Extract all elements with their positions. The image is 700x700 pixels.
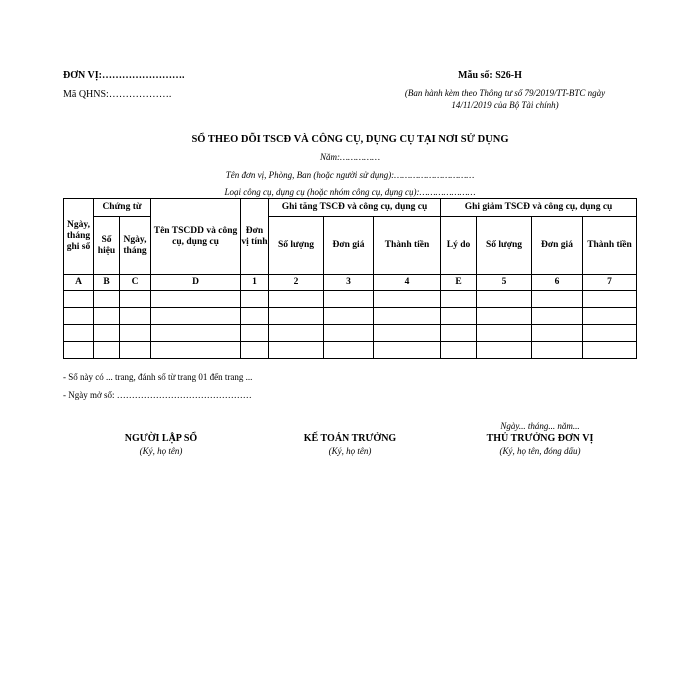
code-cell: 2 [269,275,324,291]
unit-name-line: Tên đơn vị, Phòng, Ban (hoặc người sử dụng):………………………… [225,170,475,180]
group-increase-header: Ghi tăng TSCĐ và công cụ, dụng cụ [269,199,441,217]
ledger-table [63,198,637,359]
code-cell: C [120,275,151,291]
code-cell: A [64,275,94,291]
issued-by-line-1: (Ban hành kèm theo Thông tư số 79/2019/TT-BTC ngày [404,88,606,98]
table-row [64,291,637,308]
unit-label: ĐƠN VỊ:……………………. [63,70,185,81]
inc-qty-header: Số lượng [269,217,324,275]
note-pages: - Sổ này có ... trang, đánh số từ trang 01 đến trang ... [63,372,253,382]
table-row [64,342,637,359]
note-open-date: - Ngày mở sổ: ……………………………………… [63,390,252,400]
accountant-title: KẾ TOÁN TRƯỞNG [303,433,397,444]
group-decrease-header: Ghi giảm TSCĐ và công cụ, dụng cụ [441,199,637,217]
signature-date-line: Ngày... tháng... năm... [500,421,580,431]
table-row [64,308,637,325]
code-cell: 3 [324,275,374,291]
code-cell: 6 [532,275,583,291]
code-cell: 5 [477,275,532,291]
inc-price-header: Đơn giá [324,217,374,275]
col-voucher-header: Chứng từ [94,199,151,217]
preparer-note: (Ký, họ tên) [139,446,183,456]
col-name-header: Tên TSCDD và công cụ, dụng cụ [151,199,241,275]
col-voucher-date-header: Ngày, tháng [120,217,151,275]
year-line: Năm:…………… [319,152,380,162]
dec-price-header: Đơn giá [532,217,583,275]
code-row [64,275,637,291]
head-note: (Ký, họ tên, đóng dấu) [499,446,581,456]
preparer-title: NGƯỜI LẬP SỔ [124,433,198,444]
accountant-note: (Ký, họ tên) [328,446,372,456]
table-row [64,325,637,342]
qhns-label: Mã QHNS:………………. [63,89,172,100]
code-cell: B [94,275,120,291]
code-cell: E [441,275,477,291]
code-cell: 4 [374,275,441,291]
col-date-header: Ngày, tháng ghi sổ [64,199,94,275]
dec-reason-header: Lý do [441,217,477,275]
code-cell: 7 [583,275,637,291]
page-title: SỔ THEO DÕI TSCĐ VÀ CÔNG CỤ, DỤNG CỤ TẠI NƠI SỬ DỤNG [191,134,509,145]
dec-qty-header: Số lượng [477,217,532,275]
inc-amount-header: Thành tiền [374,217,441,275]
code-cell: 1 [241,275,269,291]
dec-amount-header: Thành tiền [583,217,637,275]
form-number: Mẫu số: S26-H [458,70,522,81]
tool-type-line: Loại công cụ, dụng cụ (hoặc nhóm công cụ, dụng cụ):………………… [224,187,476,197]
col-unit-header: Đơn vị tính [241,199,269,275]
head-title: THỦ TRƯỞNG ĐƠN VỊ [486,433,594,444]
issued-by-line-2: 14/11/2019 của Bộ Tài chính) [451,100,559,110]
code-cell: D [151,275,241,291]
col-voucher-no-header: Số hiệu [94,217,120,275]
